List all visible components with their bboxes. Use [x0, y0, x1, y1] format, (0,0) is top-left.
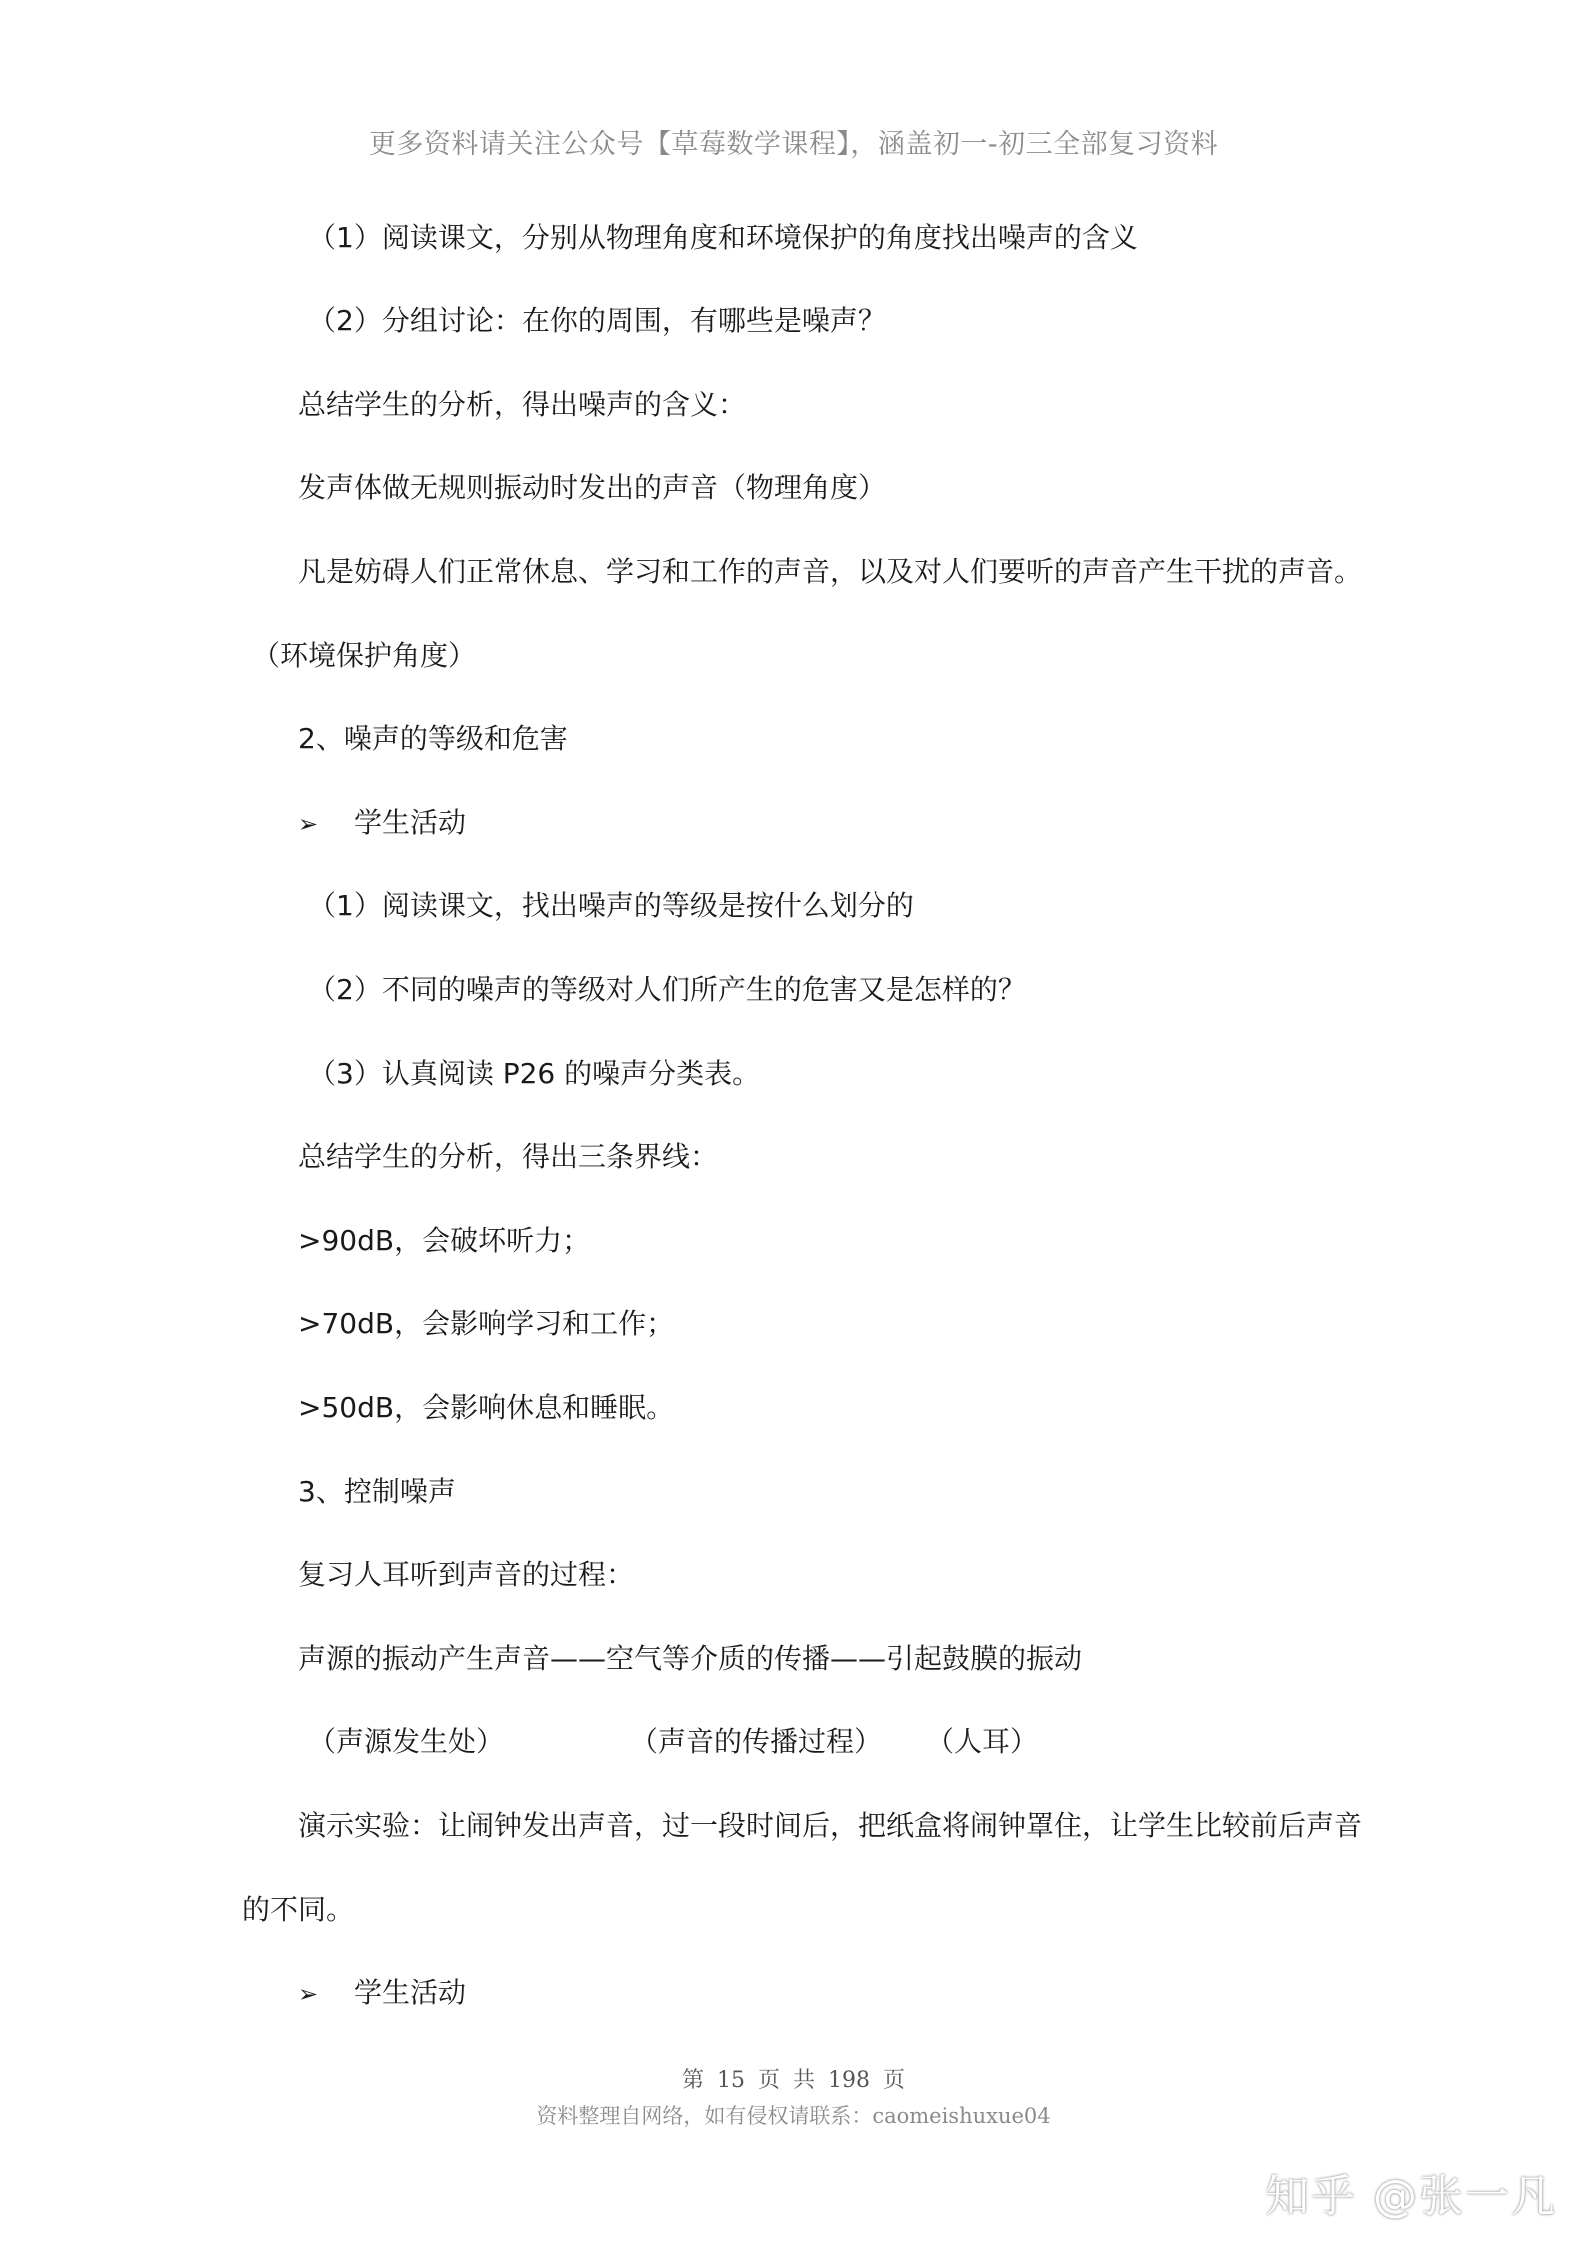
- bullet-text: 学生活动: [354, 1976, 467, 2009]
- body-line-20: 演示实验：让闹钟发出声音，过一段时间后，把纸盒将闹钟罩住，让学生比较前后声音: [298, 1809, 1363, 1842]
- body-line-10: （2）不同的噪声的等级对人们所产生的危害又是怎样的？: [308, 973, 1026, 1006]
- bullet-item-student-activity-2: [298, 1973, 466, 2014]
- arrow-bullet-icon: ➢: [298, 1980, 319, 2008]
- body-line-11: （3）认真阅读 P26 的噪声分类表。: [308, 1057, 761, 1090]
- body-line-17: 复习人耳听到声音的过程：: [298, 1558, 635, 1591]
- bullet-text: 学生活动: [354, 806, 467, 839]
- body-line-1: （1）阅读课文，分别从物理角度和环境保护的角度找出噪声的含义: [308, 221, 1138, 254]
- page-number: 第 15 页 共 198 页: [682, 2068, 905, 2093]
- body-line-18: 声源的振动产生声音——空气等介质的传播——引起鼓膜的振动: [298, 1642, 1083, 1675]
- label-sound-source: （声源发生处）: [308, 1725, 505, 1758]
- body-line-4: 发声体做无规则振动时发出的声音（物理角度）: [298, 471, 887, 504]
- threshold-70db: >70dB，会影响学习和工作；: [298, 1307, 675, 1340]
- body-line-9: （1）阅读课文，找出噪声的等级是按什么划分的: [308, 889, 914, 922]
- threshold-50db: >50dB，会影响休息和睡眠。: [298, 1391, 675, 1424]
- label-ear: （人耳）: [926, 1725, 1039, 1758]
- threshold-90db: >90dB，会破坏听力；: [298, 1224, 591, 1257]
- page-header: 更多资料请关注公众号【草莓数学课程】，涵盖初一-初三全部复习资料: [368, 129, 1219, 160]
- bullet-item-student-activity-1: [298, 803, 466, 844]
- body-line-2: （2）分组讨论：在你的周围，有哪些是噪声？: [308, 304, 886, 337]
- body-line-12: 总结学生的分析，得出三条界线：: [298, 1140, 719, 1173]
- section-heading-3: 3、控制噪声: [298, 1475, 456, 1508]
- zhihu-watermark: 知乎 @张一凡: [1265, 2171, 1557, 2222]
- body-line-21: 的不同。: [242, 1893, 355, 1926]
- label-propagation: （声音的传播过程）: [630, 1725, 883, 1758]
- body-line-3: 总结学生的分析，得出噪声的含义：: [298, 388, 747, 421]
- arrow-bullet-icon: ➢: [298, 810, 319, 838]
- body-line-5: 凡是妨碍人们正常休息、学习和工作的声音，以及对人们要听的声音产生干扰的声音。: [298, 555, 1363, 588]
- footer-note: 资料整理自网络，如有侵权请联系：caomeishuxue04: [536, 2104, 1051, 2128]
- section-heading-2: 2、噪声的等级和危害: [298, 722, 568, 755]
- hearing-process-labels: [308, 1722, 1038, 1762]
- body-line-6: （环境保护角度）: [252, 639, 477, 672]
